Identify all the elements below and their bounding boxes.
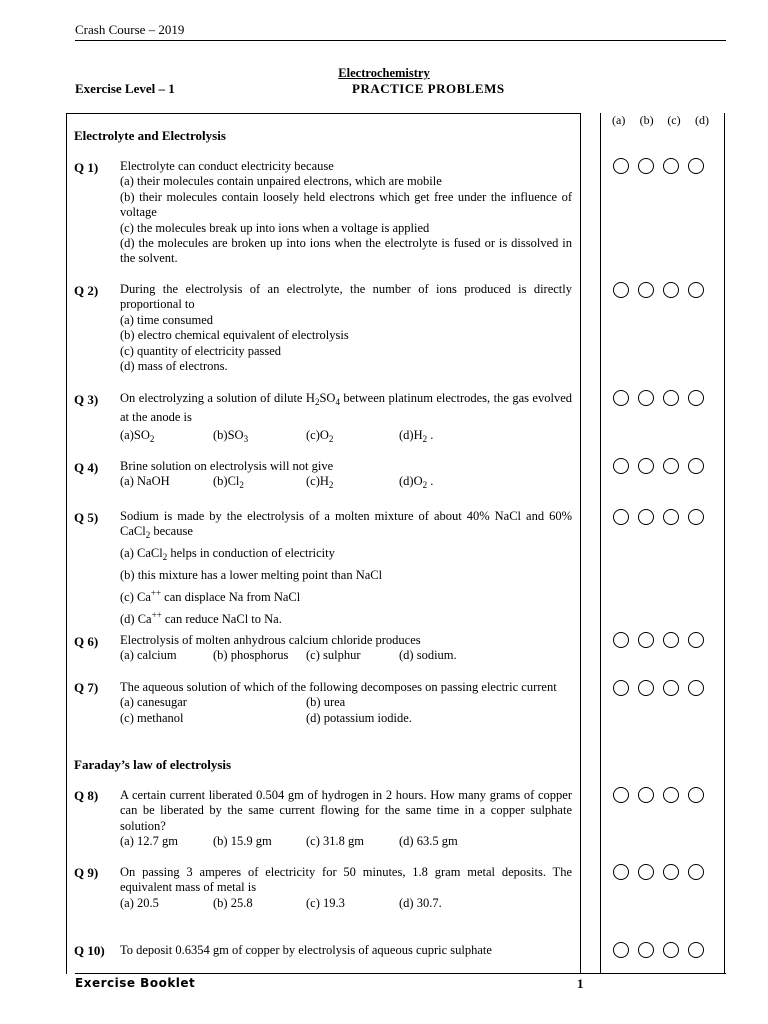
option-b: (b) their molecules contain loosely held electrons which get free under the influence of voltage bbox=[120, 189, 572, 220]
option-a: (a) CaCl$_2$ helps in conduction of electricity bbox=[120, 545, 335, 562]
question-stem-end: because bbox=[150, 524, 193, 539]
footer-label: Exercise Booklet bbox=[75, 976, 196, 990]
question-stem: Electrolyte can conduct electricity because bbox=[120, 159, 334, 173]
answer-column-headers bbox=[612, 113, 722, 128]
question-4 bbox=[120, 459, 572, 494]
answer-bubbles bbox=[613, 390, 704, 406]
question-stem-start: On electrolyzing a solution of dilute bbox=[120, 391, 306, 405]
bubble-b[interactable] bbox=[638, 680, 654, 696]
bubble-c[interactable] bbox=[663, 158, 679, 174]
question-1 bbox=[120, 159, 572, 267]
answer-bubbles bbox=[613, 158, 704, 174]
option-d: (d) 30.7. bbox=[399, 895, 442, 910]
page-title: PRACTICE PROBLEMS bbox=[352, 81, 505, 96]
answer-col-a: (a) bbox=[612, 113, 626, 127]
bubble-a[interactable] bbox=[613, 942, 629, 958]
bubble-b[interactable] bbox=[638, 787, 654, 803]
question-7 bbox=[120, 680, 572, 726]
course-title: Crash Course – 2019 bbox=[75, 22, 185, 37]
option-c: $(c)H_2$ bbox=[306, 474, 334, 491]
bubble-a[interactable] bbox=[613, 864, 629, 880]
option-b: (b) electro chemical equivalent of electrolysis bbox=[120, 328, 349, 343]
bubble-b[interactable] bbox=[638, 632, 654, 648]
option-a: (a) calcium bbox=[120, 648, 177, 663]
bubble-a[interactable] bbox=[613, 680, 629, 696]
question-3 bbox=[120, 391, 572, 447]
answer-bubbles bbox=[613, 680, 704, 696]
bubble-a[interactable] bbox=[613, 509, 629, 525]
question-number: Q 3) bbox=[74, 392, 99, 407]
bubble-b[interactable] bbox=[638, 390, 654, 406]
option-c: $(c)O_2$ bbox=[306, 427, 334, 444]
option-c: (c) 19.3 bbox=[306, 895, 345, 910]
question-2 bbox=[120, 282, 572, 374]
answer-bubbles bbox=[613, 942, 704, 958]
bubble-b[interactable] bbox=[638, 158, 654, 174]
option-c: (c) sulphur bbox=[306, 648, 361, 663]
question-stem: A certain current liberated 0.504 gm of hydrogen in 2 hours. How many grams of copper can be liberated by the same current flowing for the same time in a copper sulphate solution? bbox=[120, 788, 572, 833]
question-stem: Brine solution on electrolysis will not give bbox=[120, 459, 334, 473]
option-d: (d) sodium. bbox=[399, 648, 457, 663]
option-b: (b) 15.9 gm bbox=[213, 834, 272, 849]
bubble-a[interactable] bbox=[613, 390, 629, 406]
bubble-c[interactable] bbox=[663, 864, 679, 880]
bubble-c[interactable] bbox=[663, 942, 679, 958]
question-stem: During the electrolysis of an electrolyte, the number of ions produced is directly proportional to bbox=[120, 282, 572, 312]
option-d: (d) the molecules are broken up into ions when the electrolyte is fused or is dissolved in the solvent. bbox=[120, 236, 572, 266]
answer-bubbles bbox=[613, 632, 704, 648]
question-8 bbox=[120, 788, 572, 850]
bubble-d[interactable] bbox=[688, 864, 704, 880]
bubble-c[interactable] bbox=[663, 390, 679, 406]
question-number: Q 2) bbox=[74, 283, 99, 298]
footer-rule bbox=[75, 973, 726, 974]
answer-bubbles bbox=[613, 787, 704, 803]
bubble-c[interactable] bbox=[663, 282, 679, 298]
bubble-d[interactable] bbox=[688, 390, 704, 406]
bubble-d[interactable] bbox=[688, 458, 704, 474]
option-d: (d) mass of electrons. bbox=[120, 359, 228, 374]
question-stem-end: between platinum electrodes, the gas evolved at the anode is bbox=[120, 391, 572, 425]
option-a: (a) time consumed bbox=[120, 312, 214, 327]
bubble-d[interactable] bbox=[688, 787, 704, 803]
question-number: Q 1) bbox=[74, 160, 99, 175]
bubble-d[interactable] bbox=[688, 158, 704, 174]
bubble-b[interactable] bbox=[638, 282, 654, 298]
option-a: (a) their molecules contain unpaired electrons, which are mobile bbox=[120, 174, 442, 189]
question-6 bbox=[120, 633, 572, 664]
answer-bubbles bbox=[613, 864, 704, 880]
bubble-a[interactable] bbox=[613, 787, 629, 803]
bubble-a[interactable] bbox=[613, 458, 629, 474]
bubble-b[interactable] bbox=[638, 864, 654, 880]
bubble-c[interactable] bbox=[663, 458, 679, 474]
section-heading: Faraday’s law of electrolysis bbox=[74, 757, 232, 772]
bubble-d[interactable] bbox=[688, 632, 704, 648]
answer-col-c: (c) bbox=[667, 113, 681, 127]
subject-title: Electrochemistry bbox=[338, 66, 430, 80]
answer-bubbles bbox=[613, 458, 704, 474]
bubble-b[interactable] bbox=[638, 458, 654, 474]
question-stem-start: Sodium is made by the electrolysis of a molten mixture of about 40% NaCl and 60% bbox=[120, 509, 572, 523]
bubble-d[interactable] bbox=[688, 282, 704, 298]
question-number: Q 5) bbox=[74, 510, 99, 525]
exercise-level: Exercise Level – 1 bbox=[75, 81, 175, 96]
question-number: Q 8) bbox=[74, 788, 99, 803]
bubble-a[interactable] bbox=[613, 282, 629, 298]
bubble-a[interactable] bbox=[613, 158, 629, 174]
formula: $H_2SO_4$ bbox=[305, 391, 340, 407]
question-number: Q 6) bbox=[74, 634, 99, 649]
answer-col-d: (d) bbox=[694, 113, 709, 127]
answer-bubbles bbox=[613, 282, 704, 298]
answer-bubbles bbox=[613, 509, 704, 525]
bubble-b[interactable] bbox=[638, 509, 654, 525]
option-b: $(b)Cl_2$ bbox=[213, 474, 244, 491]
option-b: (b) 25.8 bbox=[213, 895, 253, 910]
question-stem: Electrolysis of molten anhydrous calcium chloride produces bbox=[120, 633, 421, 647]
option-a: $(a)SO_2$ bbox=[120, 427, 155, 444]
option-a: (a) 20.5 bbox=[120, 895, 159, 910]
option-d: (d) 63.5 gm bbox=[399, 834, 458, 849]
bubble-d[interactable] bbox=[688, 942, 704, 958]
option-d: (d) potassium iodide. bbox=[306, 710, 412, 725]
question-10 bbox=[120, 943, 572, 963]
option-d: (d) Ca++ can reduce NaCl to Na. bbox=[120, 609, 282, 626]
bubble-d[interactable] bbox=[688, 509, 704, 525]
option-c: (c) quantity of electricity passed bbox=[120, 343, 282, 358]
bubble-c[interactable] bbox=[663, 632, 679, 648]
option-a: (a) 12.7 gm bbox=[120, 834, 178, 849]
bubble-b[interactable] bbox=[638, 942, 654, 958]
bubble-c[interactable] bbox=[663, 509, 679, 525]
option-d: $(d)O_2$ . bbox=[399, 474, 434, 491]
question-stem: The aqueous solution of which of the following decomposes on passing electric current bbox=[120, 680, 557, 694]
option-c: (c) 31.8 gm bbox=[306, 834, 364, 849]
option-a: (a) NaOH bbox=[120, 474, 170, 489]
option-c: (c) the molecules break up into ions when a voltage is applied bbox=[120, 220, 430, 235]
header-rule bbox=[75, 40, 726, 41]
answer-col-b: (b) bbox=[639, 113, 654, 127]
option-b: (b) urea bbox=[306, 695, 346, 710]
option-b: (b) phosphorus bbox=[213, 648, 289, 663]
option-c: (c) Ca++ can displace Na from NaCl bbox=[120, 587, 301, 604]
question-number: Q 10) bbox=[74, 943, 105, 958]
page-number: 1 bbox=[577, 976, 584, 991]
question-stem: On passing 3 amperes of electricity for 50 minutes, 1.8 gram metal deposits. The equivalent mass of metal is bbox=[120, 865, 572, 895]
bubble-c[interactable] bbox=[663, 680, 679, 696]
option-a: (a) canesugar bbox=[120, 695, 187, 710]
bubble-c[interactable] bbox=[663, 787, 679, 803]
question-number: Q 9) bbox=[74, 865, 99, 880]
option-b: $(b)SO_3$ bbox=[213, 427, 249, 444]
question-number: Q 4) bbox=[74, 460, 99, 475]
bubble-a[interactable] bbox=[613, 632, 629, 648]
question-5: Sodium is made by the electrolysis of a molten mixture of about 40% NaCl and 60% CaCl$_2$ because (a) CaCl$_2$ helps in conduction of electricity (b) this mixture has a lower melting point than NaCl (c) Ca++ can displace Na from NaCl (d) Ca++ can reduce NaCl to Na. bbox=[120, 509, 572, 626]
answer-box bbox=[600, 113, 725, 973]
question-number: Q 7) bbox=[74, 680, 99, 695]
option-d: $(d)H_2$ . bbox=[399, 427, 434, 444]
question-stem: To deposit 0.6354 gm of copper by electrolysis of aqueous cupric sulphate bbox=[120, 943, 492, 957]
option-b: (b) this mixture has a lower melting point than NaCl bbox=[120, 567, 383, 582]
section-heading: Electrolyte and Electrolysis bbox=[74, 128, 226, 143]
option-c: (c) methanol bbox=[120, 710, 184, 725]
question-9 bbox=[120, 865, 572, 911]
bubble-d[interactable] bbox=[688, 680, 704, 696]
